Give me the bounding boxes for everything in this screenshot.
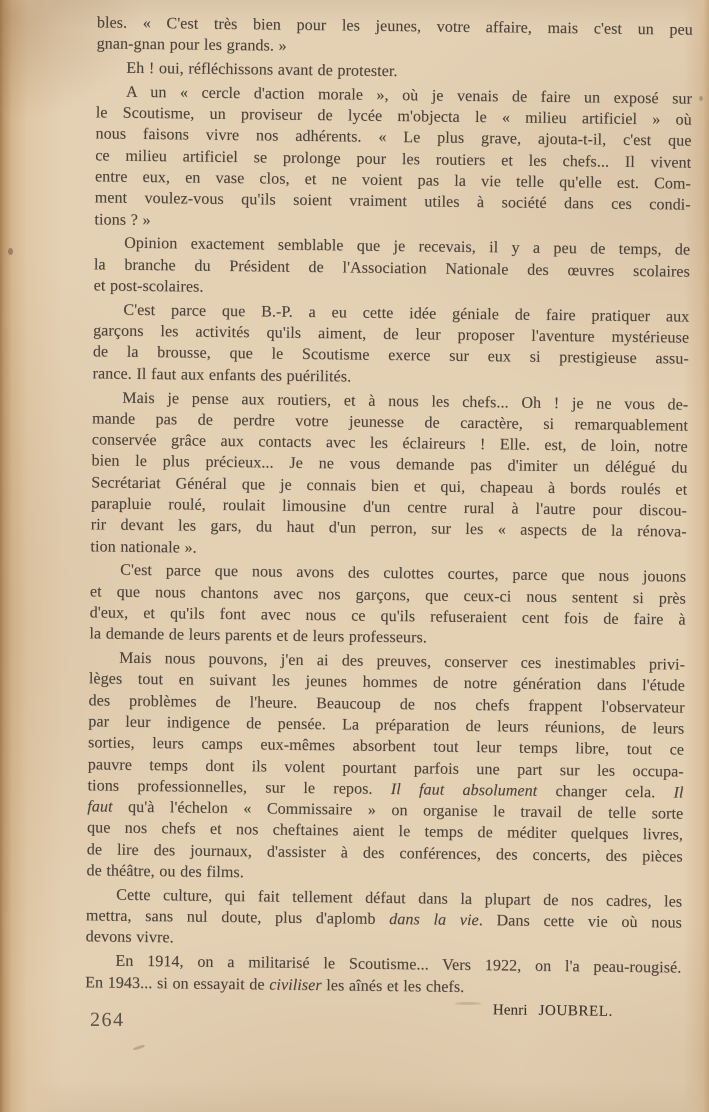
paragraph [92,299,689,391]
text-segment: qu'à l'échelon « Commissaire » on organise le travail de telle sorte [112,798,684,823]
text-segment: Cette culture, qui fait tellement défaut dans la plupart de nos cadres, les [116,886,683,911]
text-segment: ment voulez-vous qu'ils soient vraiment utiles à société dans ces condi- [94,189,691,215]
text-segment: En 1914, on a militarisé le Scoutisme... Vers 1922, on l'a peau-rougisé. [115,952,682,977]
text-segment: nous faisons vivre nos adhérents. « Le plus grave, ajouta-t-il, c'est que [95,125,692,151]
signature-last-name: JOUBREL. [538,1003,613,1021]
italic-text-segment: Il faut absolument [390,780,538,800]
text-segment: rance. Il faut aux enfants des puérilités. [92,365,352,386]
paragraph [90,387,688,565]
text-segment: et post-scolaires. [93,277,204,296]
paragraph [94,233,691,304]
text-segment: le Scoutisme, un proviseur de lycée m'objecta le « milieu artificiel » où [95,104,692,129]
text-segment: mettra, sans nul doute, plus d'aplomb [85,907,390,929]
text-segment: d'eux, et qu'ils font avec nous ce qu'ils refuseraient cent fois de faire à [89,604,686,629]
text-segment: En 1943... si on essayait de [85,973,270,994]
italic-text-segment: civiliser [269,976,322,994]
text-segment: ce milieu artificiel se prolonge pour les routiers et les chefs... Il vivent [95,147,692,172]
text-segment: A un « cercle d'action morale », où je venais de faire un exposé sur [125,83,693,108]
text-segment: tions professionnelles, sur le repos. [87,777,391,798]
text-segment: les aînés et les chefs. [321,976,465,996]
paragraph [97,12,693,62]
text-segment: parapluie roulé, roulait limousine d'un centre rural à l'autre pour discou- [90,495,688,520]
paragraph [94,81,692,237]
text-segment: C'est parce que nous avons des culottes courtes, parce que nous jouons [120,562,687,587]
paragraph [86,647,685,889]
text-segment: lèges tout en suivant les jeunes hommes de notre génération dans l'étude [88,670,685,695]
text-segment: entre eux, en vase clos, et ne voient pas la vie telle qu'elle est. Com- [94,168,692,193]
text-segment: gnan-gnan pour les grands. » [96,35,287,55]
text-segment: changer cela. [537,782,674,802]
paper-speck [699,96,703,101]
paper-speck [8,248,13,255]
text-segment: C'est parce que B.-P. a eu cette idée géniale de faire pratiquer aux [123,301,690,326]
text-segment: conservée grâce aux contacts avec les éclaireurs ! Elle. est, de loin, notre [91,431,688,456]
italic-text-segment: faut [87,798,113,816]
text-segment: des problèmes de l'heure. Beaucoup de nos chefs frappent l'observateur [88,692,685,717]
text-segment: mande pas de perdre votre jeunesse de caractère, si remarquablement [91,410,689,435]
text-segment: que nos chefs et nos cheftaines aient le temps de méditer quelques livres, [86,819,684,845]
text-segment: rir devant les gars, du haut d'un perron, sur les « aspects de la rénova- [90,516,687,541]
text-segment: devons vivre. [85,928,174,947]
text-segment: Eh ! oui, réfléchissons avant de protester. [126,59,398,81]
text-segment: sorties, leurs camps eux-mêmes absorbent tout leur temps libre, tout ce [87,734,685,759]
text-segment: tion nationale ». [90,537,197,557]
text-segment: tions ? » [94,211,151,229]
paragraphs-container [85,12,693,1000]
paragraph [85,951,681,1001]
paper-smudge [455,1002,481,1005]
text-segment: . Dans cette vie où nous [478,912,683,932]
text-segment: pauvre temps dont ils volent pourtant parfois une part sur les occupa- [87,755,684,781]
author-signature [493,1001,681,1025]
page-number: 264 [89,1008,125,1032]
text-segment: de théâtre, ou des films. [86,862,244,882]
text-segment: Mais nous pouvons, j'en ai des preuves, conserver ces inestimables privi- [119,649,686,674]
text-segment: de lire des journaux, d'assister à des conférences, des concerts, des pièces [86,841,683,866]
text-segment: par leur indigence de pensée. La préparation de leurs réunions, de leurs [88,713,685,738]
text-segment: Opinion exactement semblable que je recevais, il y a peu de temps, de [124,235,691,260]
text-segment: de la brousse, que le Scoutisme exerce sur eux si prestigieuse assu- [92,343,689,369]
text-segment: et que nous chantons avec nos garçons, que ceux-ci nous sentent si près [89,583,687,608]
paragraph [86,884,683,955]
text-block [85,12,693,1024]
text-segment: Secrétariat Général que je connais bien et qui, chapeau à bords roulés et [91,474,688,499]
text-segment: garçons les activités qu'ils aiment, de leur proposer l'aventure mystérieuse [93,322,690,347]
paper-speck [133,1044,145,1051]
text-segment: la branche du Président de l'Association Nationale des œuvres scolaires [93,256,690,281]
text-segment: bles. « C'est très bien pour les jeunes, votre affaire, mais c'est un peu [96,14,693,39]
italic-text-segment: Il [673,784,684,802]
text-segment: bien le plus précieux... Je ne vous demande pas d'imiter un délégué du [91,452,688,478]
italic-text-segment: dans la vie [389,911,479,930]
text-segment: Mais je pense aux routiers, et à nous les chefs... Oh ! je ne vous de- [122,389,689,414]
paragraph [89,560,686,652]
signature-first-name: Henri [492,1002,528,1020]
text-segment: la demande de leurs parents et de leurs professeurs. [89,625,428,647]
